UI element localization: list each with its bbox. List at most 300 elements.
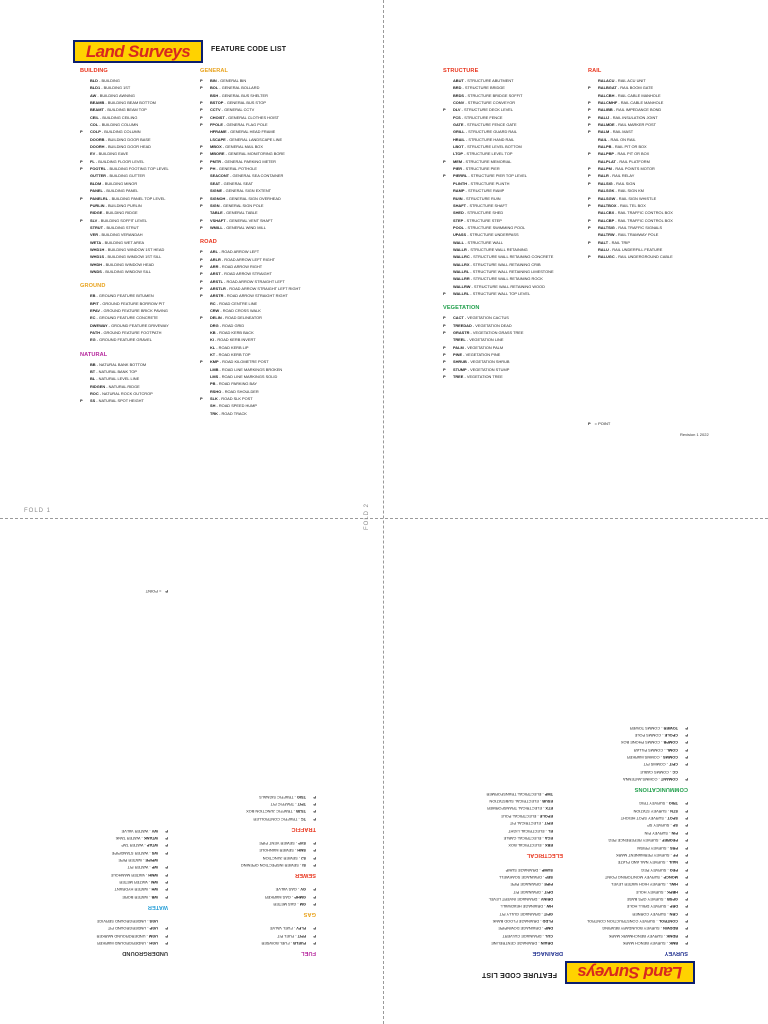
separator: - xyxy=(463,374,467,380)
feature-code-row xyxy=(588,114,673,121)
feature-description: ROAD KILOMETRE POST xyxy=(222,359,269,365)
feature-code: COL xyxy=(90,122,99,128)
section-heading: UNDERGROUND xyxy=(122,950,168,956)
point-marker: P xyxy=(313,855,316,861)
section-heading: SURVEY xyxy=(664,950,688,956)
feature-code-row xyxy=(443,136,554,143)
feature-code: SP xyxy=(672,823,678,829)
feature-description: ROAD KERB TOP xyxy=(218,352,251,358)
feature-code: SVP xyxy=(298,840,306,846)
feature-description: STRUCTURE FENCE xyxy=(464,114,503,120)
point-marker: P xyxy=(588,129,591,135)
separator: - xyxy=(669,852,674,858)
feature-code: GUTTER xyxy=(90,173,106,179)
feature-description: TRAFFIC PIT xyxy=(270,801,295,807)
feature-description: RAIL PIT OR BOX xyxy=(617,151,650,157)
separator: - xyxy=(95,398,99,404)
point-marker: P xyxy=(588,166,591,172)
point-marker: P xyxy=(685,740,688,746)
point-marker: P xyxy=(80,195,83,201)
point-marker: P xyxy=(588,217,591,223)
separator: - xyxy=(95,361,100,367)
separator: - xyxy=(224,151,228,157)
feature-code-row xyxy=(200,217,301,224)
point-marker: P xyxy=(200,293,203,299)
feature-code-row xyxy=(588,231,673,238)
feature-code-row xyxy=(200,77,301,84)
feature-description: NATURAL LEVEL LINE xyxy=(98,376,140,382)
separator: - xyxy=(463,151,467,157)
feature-code-row xyxy=(200,263,301,270)
separator: - xyxy=(104,144,108,150)
feature-code: WETA xyxy=(90,239,102,245)
point-marker: P xyxy=(200,217,203,223)
feature-description: SURVEY TRIG xyxy=(639,801,666,807)
feature-description: BUILDING BEAM BOTTOM xyxy=(107,100,156,106)
feature-code: ARLR xyxy=(210,256,221,262)
separator: - xyxy=(537,941,541,946)
separator: - xyxy=(536,813,540,819)
feature-code-row xyxy=(486,903,563,910)
feature-code-row xyxy=(443,121,554,128)
feature-code-row xyxy=(97,857,168,864)
separator: - xyxy=(463,78,468,83)
point-marker: P xyxy=(200,263,203,269)
feature-code: COML xyxy=(666,747,678,753)
feature-description: SURVEY HIGH WATER LEVEL xyxy=(611,882,666,888)
point-marker: P xyxy=(685,882,688,888)
point-marker: P xyxy=(685,838,688,844)
feature-description: WATER MANHOLE xyxy=(110,872,145,878)
feature-code: TRIG xyxy=(668,801,678,807)
separator: - xyxy=(655,918,659,924)
feature-code: RAMP xyxy=(453,188,465,194)
feature-code: WS xyxy=(151,850,158,856)
feature-code: WH xyxy=(151,887,158,893)
separator: - xyxy=(660,740,664,746)
point-marker: P xyxy=(685,845,688,851)
separator: - xyxy=(105,383,109,389)
separator: - xyxy=(464,136,469,142)
feature-code-row xyxy=(200,314,301,321)
feature-code: CEIL xyxy=(90,114,99,120)
feature-description: SURVEY BENCH MARK xyxy=(622,941,666,946)
point-marker: P xyxy=(443,107,446,113)
feature-code-row xyxy=(200,114,301,121)
separator: - xyxy=(663,747,667,753)
separator: - xyxy=(668,830,672,836)
feature-code: FCS xyxy=(453,114,461,120)
separator: - xyxy=(537,896,541,902)
feature-description: ROAD LINE MARKINGS BROKEN xyxy=(221,366,283,372)
point-marker: P xyxy=(685,823,688,829)
feature-description: RAIL PLATFORM xyxy=(619,158,650,164)
point-marker: P xyxy=(200,195,203,201)
point-marker: P xyxy=(443,322,446,328)
separator: - xyxy=(145,941,150,946)
feature-code: WB xyxy=(151,894,158,900)
feature-code: EPAV xyxy=(90,307,101,313)
feature-code-row xyxy=(588,239,673,246)
separator: - xyxy=(95,369,99,375)
feature-description: DRAINAGE CENTRELINE xyxy=(491,941,538,946)
feature-code-row xyxy=(80,292,169,299)
section-general xyxy=(200,68,301,231)
feature-code-row xyxy=(200,366,301,373)
feature-code-row xyxy=(97,940,168,947)
separator: - xyxy=(614,92,618,98)
feature-code: KB xyxy=(210,330,216,335)
feature-description: DRAINAGE SOAKWELL xyxy=(498,874,542,880)
feature-code: ARSTR xyxy=(210,293,224,299)
feature-code-row xyxy=(443,351,554,358)
feature-code-row xyxy=(588,195,673,202)
feature-code-row xyxy=(587,724,688,731)
section-ground xyxy=(80,283,169,343)
feature-code: STEP xyxy=(453,217,464,223)
point-marker: P xyxy=(443,330,446,335)
feature-description: ROAD ARROW LEFT RIGHT xyxy=(224,256,276,262)
separator: - xyxy=(294,840,299,846)
feature-code: FLDD xyxy=(542,918,553,924)
feature-code-row xyxy=(443,373,554,380)
feature-code-row xyxy=(486,835,563,842)
feature-description: GROUND FEATURE CONCRETE xyxy=(98,315,159,321)
point-marker: P xyxy=(588,202,591,208)
feature-code-row xyxy=(486,932,563,939)
point-marker: P xyxy=(165,850,168,856)
feature-code: TREEL xyxy=(453,337,466,343)
feature-code: TREEDAD xyxy=(453,322,472,328)
separator: - xyxy=(213,337,218,343)
separator: - xyxy=(297,816,301,822)
feature-code-row xyxy=(80,361,169,368)
separator: - xyxy=(220,256,225,262)
feature-description: ROAD ARROW STRAIGHT xyxy=(224,271,272,277)
feature-description: WATER METER xyxy=(119,879,148,885)
feature-code: WM xyxy=(151,879,158,885)
separator: - xyxy=(292,809,297,815)
feature-code: PALM xyxy=(453,344,464,350)
separator: - xyxy=(614,210,618,216)
section-heading: ROAD xyxy=(200,239,217,246)
point-marker: P xyxy=(313,809,316,815)
feature-code-row xyxy=(588,180,673,187)
separator: - xyxy=(95,293,99,299)
point-marker: P xyxy=(165,828,168,834)
feature-description: RAIL MARKER POST xyxy=(618,122,657,128)
feature-description: ROAD CROSS WALK xyxy=(222,307,261,313)
feature-description: WATER TAP xyxy=(121,843,144,849)
feature-code-row xyxy=(443,114,554,121)
feature-code: EC xyxy=(90,315,96,321)
separator: - xyxy=(612,180,617,186)
feature-code: KMP xyxy=(210,359,219,365)
feature-description: RAIL TRAMWAY POLE xyxy=(617,232,659,238)
feature-code: SEP xyxy=(545,874,553,880)
point-marker: P xyxy=(80,158,83,164)
point-marker: P xyxy=(200,396,203,402)
separator: - xyxy=(104,254,108,260)
feature-code: RALCMHF xyxy=(598,100,618,106)
feature-description: STRUCTURE WALL RETAINING CRIB xyxy=(472,261,541,267)
feature-description: ROAD ARROW STRAIGHT LEFT xyxy=(226,278,285,284)
separator: - xyxy=(145,933,149,939)
feature-description: RAIL RELAY xyxy=(612,173,635,179)
point-marker: P xyxy=(685,725,688,731)
point-marker: P xyxy=(313,901,316,907)
feature-code-row xyxy=(200,165,301,172)
feature-code: WALLRL xyxy=(453,290,470,296)
feature-description: ROAD KERB BACK xyxy=(219,330,254,335)
feature-code: BIN xyxy=(210,78,217,83)
feature-code: SS xyxy=(90,398,96,404)
feature-code: GM xyxy=(299,901,306,907)
feature-code-row xyxy=(588,246,673,253)
feature-code: SLK xyxy=(210,396,218,402)
feature-code: TABLE xyxy=(210,210,223,216)
feature-description: GAS MARKER xyxy=(264,894,291,900)
feature-code: LTOP xyxy=(453,151,464,157)
separator: - xyxy=(222,188,226,194)
feature-code: SJ xyxy=(301,855,306,861)
feature-code-row xyxy=(486,896,563,903)
separator: - xyxy=(221,144,226,150)
point-marker: P xyxy=(200,85,203,91)
feature-code: RALPM xyxy=(598,166,612,172)
feature-description: GENERAL CLOTHES HOIST xyxy=(228,114,280,120)
feature-description: ELECTRICAL CABLE xyxy=(503,835,542,841)
feature-code-row xyxy=(80,397,169,404)
separator: - xyxy=(98,122,102,128)
feature-code-row xyxy=(80,375,169,382)
feature-code: GRASTR xyxy=(453,330,470,335)
feature-code: ABUT xyxy=(453,78,464,83)
feature-code: PEGREF xyxy=(662,838,678,844)
separator: - xyxy=(101,180,105,186)
feature-code-row xyxy=(200,270,301,277)
separator: - xyxy=(540,889,545,895)
feature-code: AW xyxy=(90,92,97,98)
feature-code-row xyxy=(587,830,688,837)
feature-code: EV xyxy=(90,151,96,157)
separator: - xyxy=(146,926,150,932)
feature-code-row xyxy=(200,322,301,329)
feature-code: TPIT xyxy=(297,801,306,807)
feature-code-row xyxy=(80,143,169,150)
feature-code: PF xyxy=(673,852,678,858)
feature-code: GPSB xyxy=(666,896,678,902)
feature-code-row xyxy=(97,879,168,886)
feature-code: CRN xyxy=(669,911,678,917)
feature-description: STRUCTURE FENCE GATE xyxy=(467,122,517,128)
feature-code-row xyxy=(200,292,301,299)
point-marker: P xyxy=(200,224,203,230)
point-marker: P xyxy=(80,166,83,172)
feature-code: DRAIN xyxy=(540,941,553,946)
feature-code-row xyxy=(200,195,301,202)
section-electrical xyxy=(486,790,563,858)
point-marker: P xyxy=(200,278,203,284)
separator: - xyxy=(96,92,100,98)
separator: - xyxy=(464,129,469,135)
feature-code-row xyxy=(443,187,554,194)
feature-code: POOL xyxy=(453,224,465,230)
section-structure xyxy=(443,68,554,297)
feature-code-row xyxy=(486,866,563,873)
feature-code: RALR xyxy=(598,173,609,179)
feature-description: BUILDING GUTTER xyxy=(109,173,145,179)
point-marker: P xyxy=(685,808,688,814)
feature-description: GAS VALVE xyxy=(275,887,297,893)
feature-description: GENERAL MAIL BOX xyxy=(225,144,263,150)
feature-code-row xyxy=(587,903,688,910)
feature-code: RALBGAT xyxy=(598,85,617,91)
separator: - xyxy=(222,122,227,128)
feature-code-row xyxy=(80,172,169,179)
feature-description: RAIL TRIP xyxy=(611,239,630,245)
feature-code-row xyxy=(80,329,169,336)
point-marker: P xyxy=(443,374,446,380)
point-marker: P xyxy=(313,926,316,932)
feature-code-row xyxy=(587,925,688,932)
point-marker: P xyxy=(588,85,591,91)
feature-code: UGP xyxy=(149,926,158,932)
point-marker: P xyxy=(588,224,591,230)
feature-description: DRAINAGE HEADWALL xyxy=(500,904,544,910)
feature-code-row xyxy=(486,827,563,834)
feature-code-row xyxy=(80,114,169,121)
point-marker: P xyxy=(588,195,591,201)
feature-code: RALTRW xyxy=(598,232,615,238)
feature-code: FPIT xyxy=(297,933,306,939)
feature-code: GV xyxy=(300,887,306,893)
separator: - xyxy=(225,285,230,291)
separator: - xyxy=(538,799,543,805)
feature-description: SURVEY BENCHMARK MARK xyxy=(608,933,663,939)
feature-code: WHDH xyxy=(90,261,103,267)
point-marker: P xyxy=(200,271,203,277)
feature-description: GENERAL HEAD FRAME xyxy=(230,129,276,135)
point-marker: P xyxy=(80,129,83,135)
feature-code-row xyxy=(486,805,563,812)
separator: - xyxy=(614,188,618,194)
feature-description: STRUCTURE RAMP xyxy=(467,188,505,194)
feature-code: RDMK xyxy=(666,933,678,939)
point-marker: P xyxy=(200,151,203,157)
feature-code: TSIG xyxy=(296,794,306,800)
point-marker: P xyxy=(685,933,688,939)
feature-description: RAIL POINTS MOTOR xyxy=(615,166,655,172)
feature-description: ELECTRICAL PIT xyxy=(509,821,541,827)
feature-description: UNDERGROUND MARKER xyxy=(96,933,146,939)
feature-code-row xyxy=(588,150,673,157)
feature-code: VSHAFT xyxy=(210,217,226,223)
feature-code: SI xyxy=(302,862,306,868)
top-panel xyxy=(0,0,768,500)
feature-description: ELECTRICAL TRANSFORMER xyxy=(487,806,542,812)
feature-description: BUILDING COLUMN xyxy=(101,122,139,128)
feature-code-row xyxy=(80,322,169,329)
separator: - xyxy=(226,129,231,135)
feature-description: STRUCTURE RUIN xyxy=(465,195,501,201)
point-marker: P xyxy=(165,941,168,946)
feature-code-row xyxy=(80,121,169,128)
point-marker: P xyxy=(200,107,203,113)
point-marker: P xyxy=(685,755,688,761)
feature-code-row xyxy=(80,383,169,390)
separator: - xyxy=(538,867,542,873)
feature-code: RIDGEN xyxy=(90,383,106,389)
feature-code-row xyxy=(80,268,169,275)
feature-description: BUILDING CEILING xyxy=(102,114,138,120)
feature-code: UPASS xyxy=(453,232,467,238)
feature-code-row xyxy=(486,842,563,849)
point-marker: P xyxy=(588,151,591,157)
point-marker: P xyxy=(443,290,446,296)
point-marker: P xyxy=(443,315,446,321)
feature-description: GROUND FEATURE BITUMEN xyxy=(98,293,154,299)
point-marker: P xyxy=(313,848,316,854)
feature-code: DPIT xyxy=(544,889,553,895)
feature-code-row xyxy=(588,172,673,179)
separator: - xyxy=(666,808,671,814)
feature-code: BL xyxy=(90,376,96,382)
feature-code-row xyxy=(588,202,673,209)
separator: - xyxy=(665,801,669,807)
feature-code-row xyxy=(97,849,168,856)
feature-description: VEGETATION CACTUS xyxy=(467,315,509,321)
separator: - xyxy=(108,195,112,201)
point-marker: P xyxy=(200,256,203,262)
feature-description: VEGETATION STUMP xyxy=(470,366,510,372)
section-natural xyxy=(80,352,169,405)
feature-code-row xyxy=(588,99,673,106)
feature-code: BRDS xyxy=(453,92,465,98)
separator: - xyxy=(221,315,226,321)
feature-code-row xyxy=(80,368,169,375)
feature-code-row xyxy=(443,180,554,187)
feature-code: WP xyxy=(151,865,158,871)
feature-code-row xyxy=(80,84,169,91)
separator: - xyxy=(97,217,101,223)
feature-code: DOORH xyxy=(90,144,105,150)
feature-code: RUIN xyxy=(453,195,463,201)
feature-code: WTAP xyxy=(146,843,158,849)
separator: - xyxy=(663,816,668,822)
separator: - xyxy=(141,857,146,863)
separator: - xyxy=(614,254,619,260)
separator: - xyxy=(462,158,466,164)
feature-code-row xyxy=(200,84,301,91)
section-heading: WATER xyxy=(147,903,168,910)
feature-description: STRUCTURE BRIDGE SOFFIT xyxy=(467,92,523,98)
feature-code-row xyxy=(200,143,301,150)
feature-code-row xyxy=(200,358,301,365)
feature-code-row xyxy=(588,253,673,260)
point-marker: P xyxy=(685,852,688,858)
feature-code: HW xyxy=(546,904,553,910)
feature-code-row xyxy=(588,143,673,150)
separator: - xyxy=(658,838,662,844)
separator: - xyxy=(539,918,543,924)
feature-code: DMP xyxy=(544,926,553,932)
feature-code: CACT xyxy=(453,315,464,321)
feature-code: RALCBX xyxy=(598,210,615,216)
feature-code-row xyxy=(200,180,301,187)
feature-code: STN xyxy=(670,808,678,814)
feature-code-row xyxy=(241,862,316,869)
